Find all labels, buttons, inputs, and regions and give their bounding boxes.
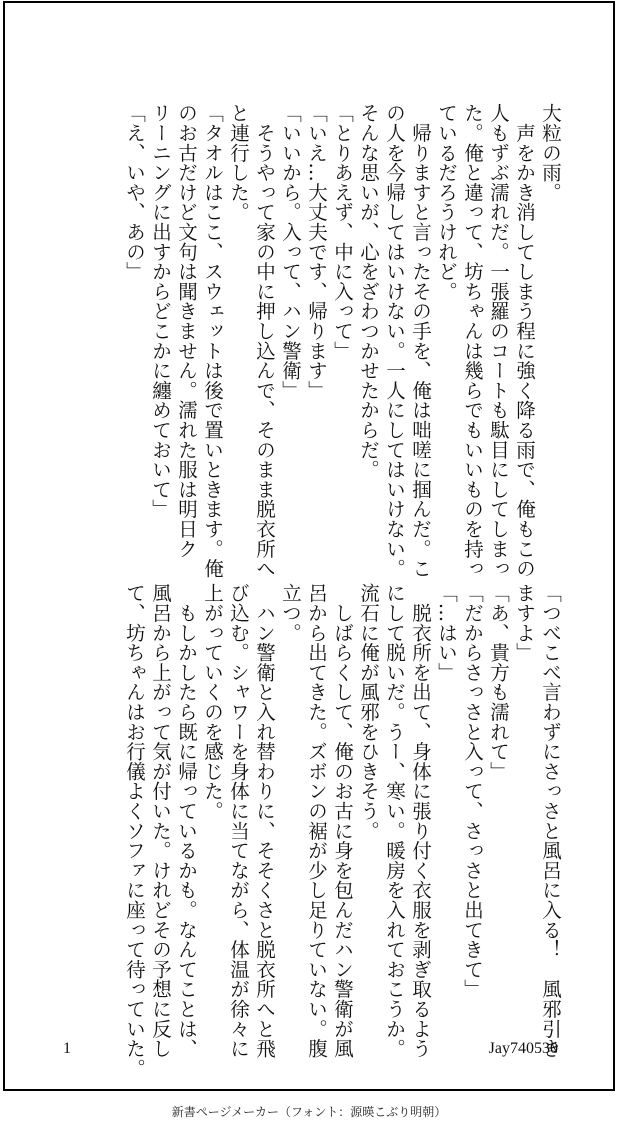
book-page xyxy=(3,1,615,1091)
page-number: 1 xyxy=(63,1040,71,1057)
author-name: Jay740530 xyxy=(488,1040,558,1057)
generator-credit: 新書ページメーカー（フォント：源暎こぶり明朝） xyxy=(171,1105,447,1119)
text-block-lower: 「つべこべ言わずにさっさと風呂に入る！ 風邪引き ますよ」 「あ、貴方も濡れて」 「だからさっさと入って、さっさと出てきて」 「…はい」 脱衣所を出て、身体に張り付く衣服を剥ぎ取るよう にして脱いだ。うー、寒い。暖房を入れておこうか。 流石に俺が風邪をひきそう。 しばらくして、俺のお古に身を包んだハン警衛が風 呂から出てきた。ズボンの裾が少し足りていない。腹 立つ。 ハン警衛と入れ替わりに、そそくさと脱衣所へと飛 び込む。シャワーを身体に当てながら、体温が徐々に 上がっていくのを感じた。 もしかしたら既に帰っているかも。なんてことは、 風呂から上がって気が付いた。けれどその予想に反し て、坊ちゃんはお行儀よくソファに座って待っていた。 xyxy=(123,583,562,1078)
text-block-upper: 大粒の雨。 声をかき消してしまう程に強く降る雨で、俺もこの 人もずぶ濡れだ。一張羅のコートも駄目にしてしまっ た。俺と違って、坊ちゃんは幾らでもいいものを持っ ているだろうけれど。 帰りますと言ったその手を、俺は咄嗟に掴んだ。こ の人を今帰してはいけない。一人にしてはいけない。 そんな思いが、心をざわつかせたからだ。 「とりあえず、中に入って」 「いえ…大丈夫です、帰ります」 「いいから。入って、ハン警衛」 そうやって家の中に押し込んで、そのまま脱衣所へ と連行した。 「タオルはここ、スウェットは後で置いときます。俺 のお古だけど文句は聞きません。濡れた服は明日ク リーニングに出すからどこかに纏めておいて」 「え、いや、あの」 xyxy=(123,103,562,579)
